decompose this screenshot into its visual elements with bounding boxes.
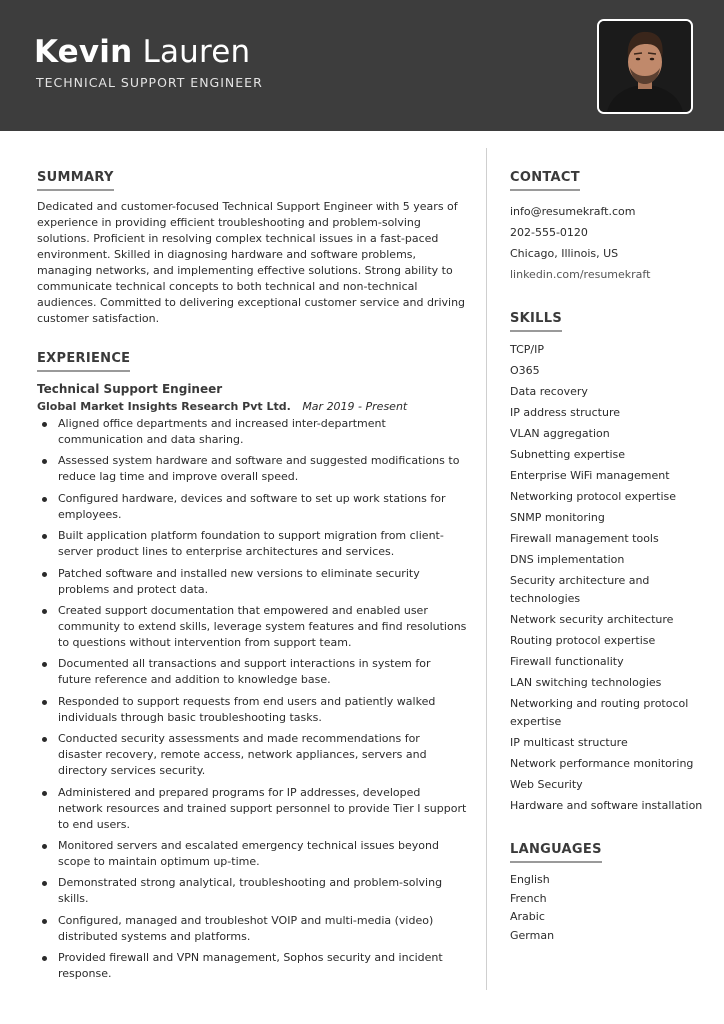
job-bullets	[37, 416, 467, 982]
skill-item: SNMP monitoring	[510, 511, 605, 524]
skill-item: Firewall functionality	[510, 655, 624, 668]
job-bullet: Conducted security assessments and made recommendations for disaster recovery, remote access, network appliances, servers and directory services security.	[37, 731, 467, 779]
skill-item: Web Security	[510, 778, 583, 791]
first-name: Kevin	[34, 34, 133, 70]
side-column	[510, 166, 710, 945]
languages-section	[510, 838, 710, 945]
job-bullet: Administered and prepared programs for IP addresses, developed network resources and trained support personnel to provide Tier I support to end users.	[37, 785, 467, 833]
skill-item: Network security architecture	[510, 613, 674, 626]
job-dates: Mar 2019 - Present	[302, 400, 408, 413]
job-bullet: Assessed system hardware and software and suggested modifications to reduce lag time and improve overall speed.	[37, 453, 467, 485]
job-role: Technical Support Engineer	[37, 382, 223, 396]
summary-heading: SUMMARY	[37, 170, 114, 191]
summary-section	[37, 166, 467, 327]
job-bullet: Provided firewall and VPN management, Sophos security and incident response.	[37, 950, 467, 982]
job-bullet: Configured hardware, devices and software to set up work stations for employees.	[37, 491, 467, 523]
profile-photo	[597, 19, 693, 114]
languages-list	[510, 871, 710, 945]
job-bullet: Created support documentation that empowered and enabled user community to extend skills, leverage system features and find resolutions to questions without intervention from support team.	[37, 603, 467, 651]
job-bullet: Configured, managed and troubleshot VOIP and multi-media (video) distributed systems and platforms.	[37, 913, 467, 945]
skill-item: Networking protocol expertise	[510, 490, 677, 503]
skill-item: Data recovery	[510, 385, 588, 398]
skills-list	[510, 341, 710, 815]
job-bullet: Demonstrated strong analytical, troubleshooting and problem-solving skills.	[37, 875, 467, 907]
skill-item: O365	[510, 364, 540, 377]
skill-item: Subnetting expertise	[510, 448, 626, 461]
languages-heading: LANGUAGES	[510, 842, 602, 863]
skill-item: Routing protocol expertise	[510, 634, 656, 647]
column-divider	[486, 148, 487, 990]
contact-email[interactable]: info@resumekraft.com	[510, 205, 636, 218]
skills-heading: SKILLS	[510, 311, 562, 332]
header-banner	[0, 0, 724, 131]
skill-item: DNS implementation	[510, 553, 625, 566]
job-company-line	[37, 399, 467, 415]
skill-item: TCP/IP	[510, 343, 544, 356]
contact-section	[510, 166, 710, 285]
candidate-name	[34, 32, 250, 72]
skill-item: Hardware and software installation	[510, 799, 703, 812]
experience-section	[37, 347, 467, 982]
contact-phone: 202-555-0120	[510, 226, 588, 239]
job-bullet: Monitored servers and escalated emergency technical issues beyond scope to maintain optimum up-time.	[37, 838, 467, 870]
skill-item: Network performance monitoring	[510, 757, 694, 770]
job-bullet: Built application platform foundation to support migration from client-server product lines to enterprise architectures and services.	[37, 528, 467, 560]
skill-item: IP multicast structure	[510, 736, 628, 749]
skill-item: LAN switching technologies	[510, 676, 662, 689]
contact-list	[510, 201, 710, 285]
job-title: TECHNICAL SUPPORT ENGINEER	[36, 75, 263, 90]
last-name: Lauren	[142, 34, 251, 70]
experience-heading: EXPERIENCE	[37, 351, 130, 372]
job-bullet: Documented all transactions and support interactions in system for future reference and addition to knowledge base.	[37, 656, 467, 688]
skill-item: IP address structure	[510, 406, 621, 419]
skill-item: Security architecture and technologies	[510, 574, 650, 605]
skill-item: Networking and routing protocol expertise	[510, 697, 689, 728]
language-item: English	[510, 873, 550, 886]
language-item: French	[510, 891, 547, 905]
job-bullet: Responded to support requests from end users and patiently walked individuals through basic troubleshooting tasks.	[37, 694, 467, 726]
skill-item: Firewall management tools	[510, 532, 659, 545]
job-company: Global Market Insights Research Pvt Ltd.	[37, 400, 291, 413]
contact-heading: CONTACT	[510, 170, 580, 191]
job-bullet: Patched software and installed new versions to eliminate security problems and protect data.	[37, 566, 467, 598]
skill-item: VLAN aggregation	[510, 427, 610, 440]
skills-section	[510, 307, 710, 815]
language-item: Arabic	[510, 910, 545, 923]
contact-location: Chicago, Illinois, US	[510, 247, 619, 260]
job-bullet: Aligned office departments and increased inter-department communication and data sharing.	[37, 416, 467, 448]
language-item: German	[510, 928, 555, 942]
main-column	[37, 166, 467, 987]
skill-item: Enterprise WiFi management	[510, 469, 670, 482]
contact-linkedin[interactable]: linkedin.com/resumekraft	[510, 268, 651, 281]
summary-text: Dedicated and customer-focused Technical Support Engineer with 5 years of experience in providing efficient troubleshooting and problem-solving solutions. Proficient in resolving complex technical issues in a fast-paced environment. Skilled in diagnosing hardware and software problems, managing networks, and implementing effective solutions. Strong ability to communicate technical concepts to both technical and non-technical audiences. Committed to delivering exceptional customer service and driving customer satisfaction.	[37, 200, 466, 325]
profile-photo-image	[599, 21, 691, 112]
